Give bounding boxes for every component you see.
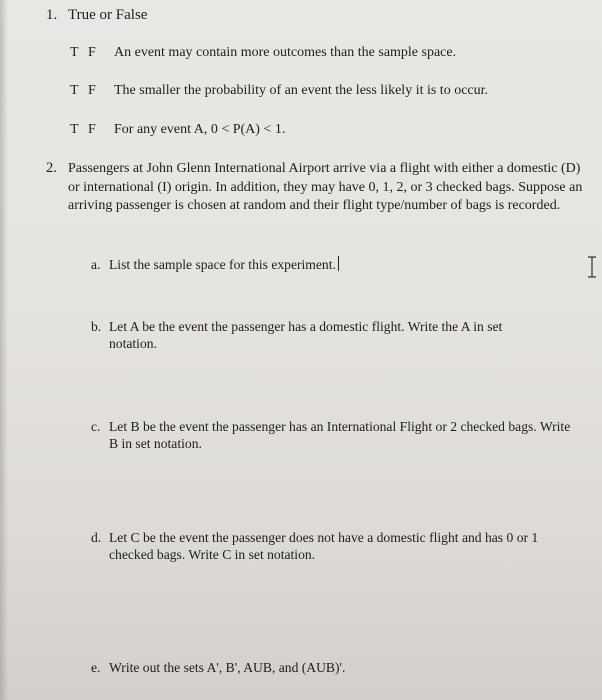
tf-true-option[interactable]: T (70, 45, 79, 60)
tf-true-option[interactable]: T (70, 122, 79, 137)
question-1-title: True or False (68, 7, 148, 23)
tf-item-3 (70, 122, 590, 140)
tf-false-option[interactable]: F (88, 45, 96, 60)
tf-item-2 (70, 83, 590, 101)
text-caret (338, 256, 339, 271)
part-a-text[interactable] (109, 256, 339, 273)
tf-false-option[interactable]: F (88, 122, 96, 137)
part-label: b. (91, 319, 102, 334)
part-label: d. (91, 530, 102, 545)
question-2-number: 2. (46, 160, 57, 176)
page-edge-shadow (0, 0, 8, 700)
part-text: List the sample space for this experiment. (109, 257, 336, 272)
part-d (91, 529, 571, 565)
part-text: Write out the sets A', B', AUB, and (AUB)'. (109, 660, 346, 675)
part-text: Let B be the event the passenger has an International Flight or 2 checked bags. Write B in set notation. (109, 419, 571, 451)
question-2-prompt: Passengers at John Glenn International Airport arrive via a flight with either a domestic (D) or international (I) origin. In addition, they may have 0, 1, 2, or 3 checked bags. Suppose an arriving passenger is chosen at random and their flight type/number of bags is recorded. (68, 161, 583, 213)
part-label: c. (91, 419, 101, 434)
question-1-number: 1. (46, 7, 58, 23)
part-b (91, 318, 551, 354)
tf-statement: The smaller the probability of an event the less likely it is to occur. (114, 83, 489, 98)
part-text: Let A be the event the passenger has a domestic flight. Write the A in set notation. (109, 319, 503, 351)
part-text: Let C be the event the passenger does not have a domestic flight and has 0 or 1 checked bags. Write C in set notation. (109, 530, 539, 562)
tf-true-option[interactable]: T (70, 83, 79, 98)
tf-statement: For any event A, 0 < P(A) < 1. (114, 122, 286, 137)
part-a (91, 256, 551, 274)
tf-false-option[interactable]: F (88, 83, 96, 98)
part-c (91, 418, 571, 454)
ibeam-cursor-icon (586, 256, 598, 278)
tf-item-1 (70, 45, 590, 63)
part-e (91, 659, 551, 677)
part-label: a. (91, 257, 101, 272)
part-label: e. (91, 660, 101, 675)
tf-statement: An event may contain more outcomes than the sample space. (114, 45, 457, 60)
